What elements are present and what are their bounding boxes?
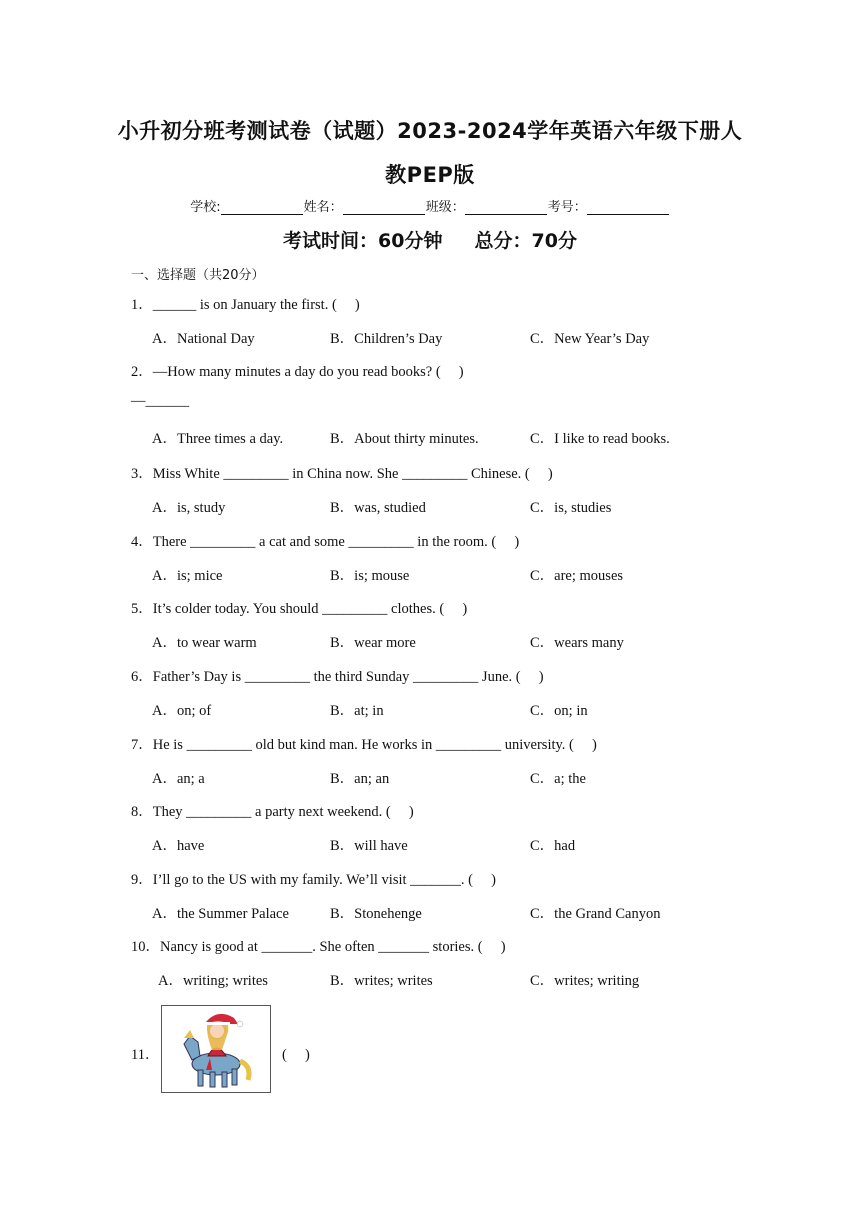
student-info-line bbox=[0, 196, 860, 215]
question-11-number: 11． bbox=[131, 1047, 160, 1063]
option-c: C．on; in bbox=[530, 703, 588, 719]
question-stem: 2．—How many minutes a day do you read books? ( ) bbox=[131, 364, 464, 380]
page-title: 小升初分班考测试卷（试题）2023-2024学年英语六年级下册人 bbox=[117, 119, 743, 143]
option-c: C．the Grand Canyon bbox=[530, 906, 661, 922]
option-a: A．the Summer Palace bbox=[152, 906, 289, 922]
name-blank[interactable] bbox=[343, 200, 425, 215]
question-stem: 1．______ is on January the first. ( ) bbox=[131, 297, 360, 313]
total-score: 总分：70分 bbox=[474, 230, 577, 252]
option-b: B．is; mouse bbox=[330, 568, 410, 584]
number-label: 考号： bbox=[547, 200, 587, 215]
option-b: B．was, studied bbox=[330, 500, 426, 516]
question-stem: 8．They _________ a party next weekend. ( ) bbox=[131, 804, 414, 820]
option-a: A．have bbox=[152, 838, 205, 854]
class-label: 班级： bbox=[425, 200, 465, 215]
option-c: C．writes; writing bbox=[530, 973, 640, 989]
option-b: B．About thirty minutes. bbox=[330, 431, 479, 447]
option-b: B．an; an bbox=[330, 771, 390, 787]
question-11-picture bbox=[161, 1005, 271, 1093]
option-a: A．Three times a day. bbox=[152, 431, 284, 447]
option-c: C．are; mouses bbox=[530, 568, 624, 584]
number-blank[interactable] bbox=[587, 200, 669, 215]
page-title-line2: 教PEP版 bbox=[385, 163, 475, 187]
girl-on-horse-illustration bbox=[162, 1006, 270, 1092]
option-a: A．is; mice bbox=[152, 568, 223, 584]
option-c: C．had bbox=[530, 838, 576, 854]
question-stem: 10．Nancy is good at _______. She often _______ stories. ( ) bbox=[131, 939, 506, 955]
question-stem: 6．Father’s Day is _________ the third Sunday _________ June. ( ) bbox=[131, 669, 544, 685]
option-c: C．is, studies bbox=[530, 500, 612, 516]
question-answer-blank: —______ bbox=[131, 393, 189, 409]
question-stem: 4．There _________ a cat and some _________ in the room. ( ) bbox=[131, 534, 520, 550]
question-stem: 9．I’ll go to the US with my family. We’ll visit _______. ( ) bbox=[131, 872, 496, 888]
option-c: C．I like to read books. bbox=[530, 431, 670, 447]
exam-time: 考试时间：60分钟 bbox=[283, 230, 443, 252]
option-a: A．National Day bbox=[152, 331, 255, 347]
option-a: A．on; of bbox=[152, 703, 212, 719]
name-label: 姓名： bbox=[303, 200, 343, 215]
option-b: B．writes; writes bbox=[330, 973, 433, 989]
option-b: B．wear more bbox=[330, 635, 416, 651]
option-b: B．Stonehenge bbox=[330, 906, 422, 922]
class-blank[interactable] bbox=[465, 200, 547, 215]
option-b: B．will have bbox=[330, 838, 408, 854]
option-b: B．at; in bbox=[330, 703, 384, 719]
option-a: A．writing; writes bbox=[158, 973, 268, 989]
option-a: A．an; a bbox=[152, 771, 205, 787]
school-blank[interactable] bbox=[221, 200, 303, 215]
question-stem: 5．It’s colder today. You should _________ clothes. ( ) bbox=[131, 601, 468, 617]
question-stem: 3．Miss White _________ in China now. She _________ Chinese. ( ) bbox=[131, 466, 553, 482]
option-b: B．Children’s Day bbox=[330, 331, 443, 347]
exam-meta bbox=[0, 226, 860, 253]
school-label: 学校: bbox=[190, 200, 221, 215]
question-stem: 7．He is _________ old but kind man. He works in _________ university. ( ) bbox=[131, 737, 597, 753]
option-c: C．a; the bbox=[530, 771, 586, 787]
section-heading: 一、选择题（共20分） bbox=[131, 268, 265, 283]
option-c: C．wears many bbox=[530, 635, 624, 651]
option-c: C．New Year’s Day bbox=[530, 331, 650, 347]
question-11-answer-paren: ( ) bbox=[282, 1047, 310, 1063]
option-a: A．is, study bbox=[152, 500, 226, 516]
option-a: A．to wear warm bbox=[152, 635, 257, 651]
